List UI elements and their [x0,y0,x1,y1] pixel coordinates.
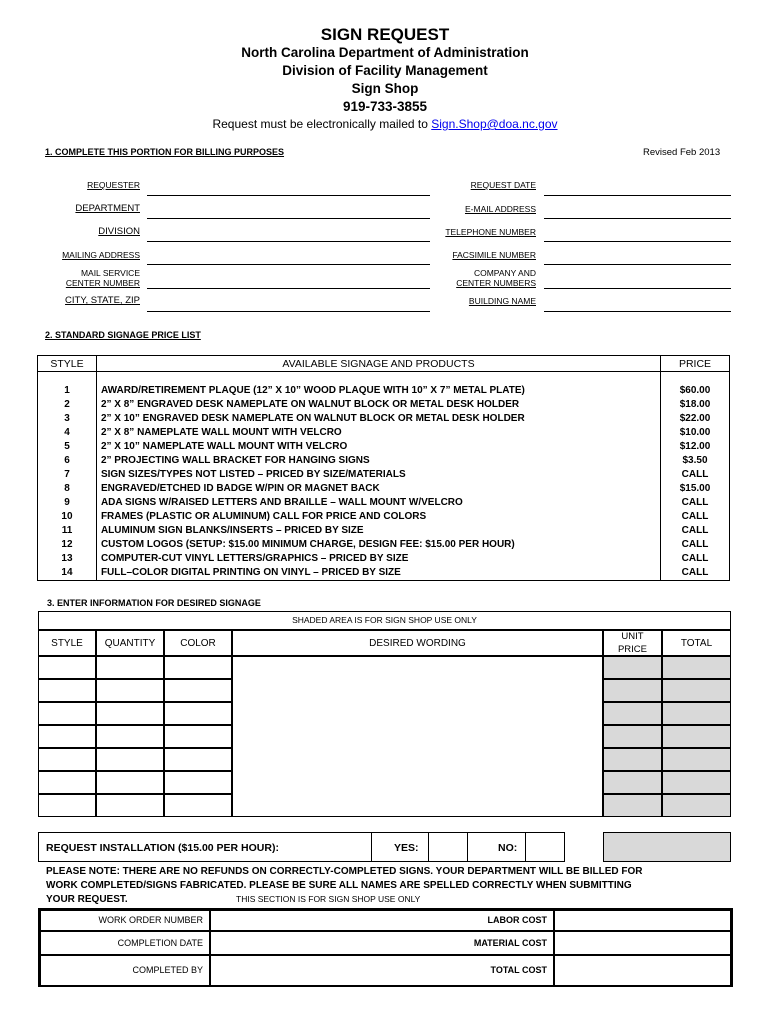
telephone-field[interactable] [544,241,731,242]
order-total-input [662,794,731,817]
order-total-input [662,725,731,748]
order-col-unit-price: PRICE [617,644,648,655]
order-color-input[interactable] [164,679,232,702]
price-row-product: 2” X 10” ENGRAVED DESK NAMEPLATE ON WALNUT BLOCK OR METAL DESK HOLDER [96,412,660,426]
shop-right-label: LABOR COST [487,915,547,925]
price-row-price: CALL [681,538,709,550]
price-row-product: AWARD/RETIREMENT PLAQUE (12” X 10” WOOD PLAQUE WITH 10” X 7” METAL PLATE) [96,384,660,398]
shop-total-cost-field[interactable] [554,955,731,987]
price-row [38,566,730,581]
install-no-box[interactable] [525,832,565,862]
order-quantity-input[interactable] [96,771,164,794]
price-row-style: 6 [38,454,97,468]
shop-left-label: COMPLETED BY [132,965,203,975]
order-style-input[interactable] [38,725,96,748]
shop-left-label: WORK ORDER NUMBER [98,915,203,925]
mailing-address-field[interactable] [147,264,430,265]
note-line-1: PLEASE NOTE: THERE ARE NO REFUNDS ON CORRECTLY-COMPLETED SIGNS. YOUR DEPARTMENT WILL BE BILLED FOR [46,866,643,877]
order-color-input[interactable] [164,794,232,817]
department-field[interactable] [147,218,430,219]
mailing-address-label: MAILING ADDRESS [62,250,140,260]
price-row-price: $10.00 [679,426,711,438]
order-col-color: COLOR [180,638,216,649]
price-row-style: 5 [38,440,97,454]
request-date-field[interactable] [544,195,731,196]
price-row-style: 9 [38,496,97,510]
install-no-label: NO: [498,842,518,854]
department-label: DEPARTMENT [75,203,140,214]
price-row-price: CALL [681,524,709,536]
price-row [38,440,730,454]
price-row-style: 2 [38,398,97,412]
order-col-wording: DESIRED WORDING [369,638,466,649]
building-field[interactable] [544,311,731,312]
note-line-2: WORK COMPLETED/SIGNS FABRICATED. PLEASE BE SURE ALL NAMES ARE SPELLED CORRECTLY WHEN SUBMITTING [46,880,632,891]
mail-instruction [0,117,770,131]
price-row-price: CALL [681,510,709,522]
order-unit-price-input [603,702,662,725]
price-row [38,496,730,510]
company-field[interactable] [544,288,731,289]
shop-material-cost-field[interactable] [554,931,731,955]
price-row-style: 11 [38,524,97,538]
order-quantity-input[interactable] [96,748,164,771]
price-row-style: 13 [38,552,97,566]
price-row-product: FRAMES (PLASTIC OR ALUMINUM) CALL FOR PRICE AND COLORS [96,510,660,524]
order-color-input[interactable] [164,702,232,725]
price-row [38,426,730,440]
order-total-input [662,771,731,794]
price-row-style: 8 [38,482,97,496]
fax-label: FACSIMILE NUMBER [452,250,536,260]
price-row-style: 14 [38,566,97,581]
email-label: E-MAIL ADDRESS [464,204,536,214]
order-style-input[interactable] [38,656,96,679]
building-label: BUILDING NAME [468,296,536,306]
price-row [38,482,730,496]
order-unit-price-input [603,679,662,702]
telephone-label: TELEPHONE NUMBER [445,227,536,237]
order-col-total: TOTAL [680,638,713,649]
order-style-input[interactable] [38,794,96,817]
order-quantity-input[interactable] [96,702,164,725]
price-row-product: COMPUTER-CUT VINYL LETTERS/GRAPHICS – PRICED BY SIZE [96,552,660,566]
order-style-input[interactable] [38,679,96,702]
mail-service-label-2: CENTER NUMBER [65,278,140,288]
order-unit-price-input [603,794,662,817]
order-color-input[interactable] [164,748,232,771]
city-label: CITY, STATE, ZIP [65,295,140,306]
org-name: North Carolina Department of Administration [241,45,529,60]
price-table [37,355,730,581]
price-row-price: CALL [681,566,709,578]
order-unit-price-input [603,771,662,794]
price-row-style: 3 [38,412,97,426]
price-row [38,552,730,566]
price-row-style: 1 [38,384,97,398]
division-label: DIVISION [98,226,140,237]
price-row-product: 2” X 8” ENGRAVED DESK NAMEPLATE ON WALNUT BLOCK OR METAL DESK HOLDER [96,398,660,412]
price-row-price: $12.00 [679,440,711,452]
company-label-2: CENTER NUMBERS [456,278,536,288]
order-color-input[interactable] [164,771,232,794]
price-row-price: CALL [681,468,709,480]
email-link[interactable]: Sign.Shop@doa.nc.gov [431,117,558,131]
order-wording-input[interactable] [232,656,603,817]
division-field[interactable] [147,241,430,242]
order-quantity-input[interactable] [96,656,164,679]
shop-only-note: THIS SECTION IS FOR SIGN SHOP USE ONLY [236,894,421,904]
order-quantity-input[interactable] [96,794,164,817]
mail-service-label-1: MAIL SERVICE [80,268,140,278]
price-row-product: CUSTOM LOGOS (SETUP: $15.00 MINIMUM CHARGE, DESIGN FEE: $15.00 PER HOUR) [96,538,660,552]
email-field[interactable] [544,218,731,219]
order-col-unit: UNIT [621,631,644,642]
section1-title: 1. COMPLETE THIS PORTION FOR BILLING PURPOSES [45,147,285,157]
order-style-input[interactable] [38,771,96,794]
city-field[interactable] [147,311,430,312]
page-title: SIGN REQUEST [320,25,450,44]
order-total-input [662,748,731,771]
price-row-product: FULL–COLOR DIGITAL PRINTING ON VINYL – PRICED BY SIZE [96,566,660,581]
order-total-input [662,656,731,679]
shop-labor-cost-field[interactable] [554,910,731,931]
order-unit-price-input [603,725,662,748]
price-row-price: CALL [681,552,709,564]
order-style-input[interactable] [38,748,96,771]
order-unit-price-input [603,748,662,771]
order-style-input[interactable] [38,702,96,725]
price-row [38,538,730,552]
shop-phone: 919-733-3855 [342,99,428,114]
price-row-price: $15.00 [679,482,711,494]
price-row [38,510,730,524]
section2-title: 2. STANDARD SIGNAGE PRICE LIST [45,330,201,340]
price-row-style: 12 [38,538,97,552]
price-row-product: 2” PROJECTING WALL BRACKET FOR HANGING SIGNS [96,454,660,468]
shop-name: Sign Shop [351,81,419,96]
install-yes-label: YES: [394,842,419,854]
order-col-quantity: QUANTITY [104,638,156,649]
requester-label: REQUESTER [87,180,140,190]
price-row-style: 7 [38,468,97,482]
requester-field[interactable] [147,195,430,196]
price-row [38,384,730,398]
shaded-area-note: SHADED AREA IS FOR SIGN SHOP USE ONLY [292,615,477,625]
division-name: Division of Facility Management [282,63,488,78]
order-quantity-input[interactable] [96,725,164,748]
order-total-input [662,702,731,725]
price-row [38,398,730,412]
col-price: PRICE [678,357,712,370]
price-row [38,454,730,468]
shop-right-label: TOTAL COST [490,965,547,975]
price-row [38,468,730,482]
shop-left-label: COMPLETION DATE [117,938,203,948]
order-col-style: STYLE [51,638,83,649]
price-row-product: ALUMINUM SIGN BLANKS/INSERTS – PRICED BY SIZE [96,524,660,538]
install-yes-box[interactable] [428,832,468,862]
price-row-product: SIGN SIZES/TYPES NOT LISTED – PRICED BY SIZE/MATERIALS [96,468,660,482]
mail-note: Request must be electronically mailed to [212,117,428,131]
order-total-input [662,679,731,702]
price-row-price: $18.00 [679,398,711,410]
section3-title: 3. ENTER INFORMATION FOR DESIRED SIGNAGE [47,598,261,608]
price-row-product: ADA SIGNS W/RAISED LETTERS AND BRAILLE – WALL MOUNT W/VELCRO [96,496,660,510]
price-row-price: $3.50 [682,454,708,466]
price-row [38,412,730,426]
price-row-style: 10 [38,510,97,524]
install-label: REQUEST INSTALLATION ($15.00 PER HOUR): [46,842,279,854]
price-row-product: ENGRAVED/ETCHED ID BADGE W/PIN OR MAGNET BACK [96,482,660,496]
price-row-product: 2” X 10” NAMEPLATE WALL MOUNT WITH VELCRO [96,440,660,454]
col-style: STYLE [38,356,97,372]
note-line-3: YOUR REQUEST. [46,894,128,905]
request-date-label: REQUEST DATE [470,180,536,190]
fax-field[interactable] [544,264,731,265]
price-row-product: 2” X 8” NAMEPLATE WALL MOUNT WITH VELCRO [96,426,660,440]
install-shop-box [603,832,731,862]
order-color-input[interactable] [164,725,232,748]
mail-service-field[interactable] [147,288,430,289]
price-row-price: $60.00 [679,384,711,396]
company-label-1: COMPANY AND [473,268,536,278]
col-products: AVAILABLE SIGNAGE AND PRODUCTS [96,356,660,372]
order-quantity-input[interactable] [96,679,164,702]
price-row-style: 4 [38,426,97,440]
shop-right-label: MATERIAL COST [473,938,547,948]
revised-date: Revised Feb 2013 [643,147,721,158]
price-row [38,524,730,538]
order-unit-price-input [603,656,662,679]
price-row-price: $22.00 [679,412,711,424]
price-row-price: CALL [681,496,709,508]
order-color-input[interactable] [164,656,232,679]
